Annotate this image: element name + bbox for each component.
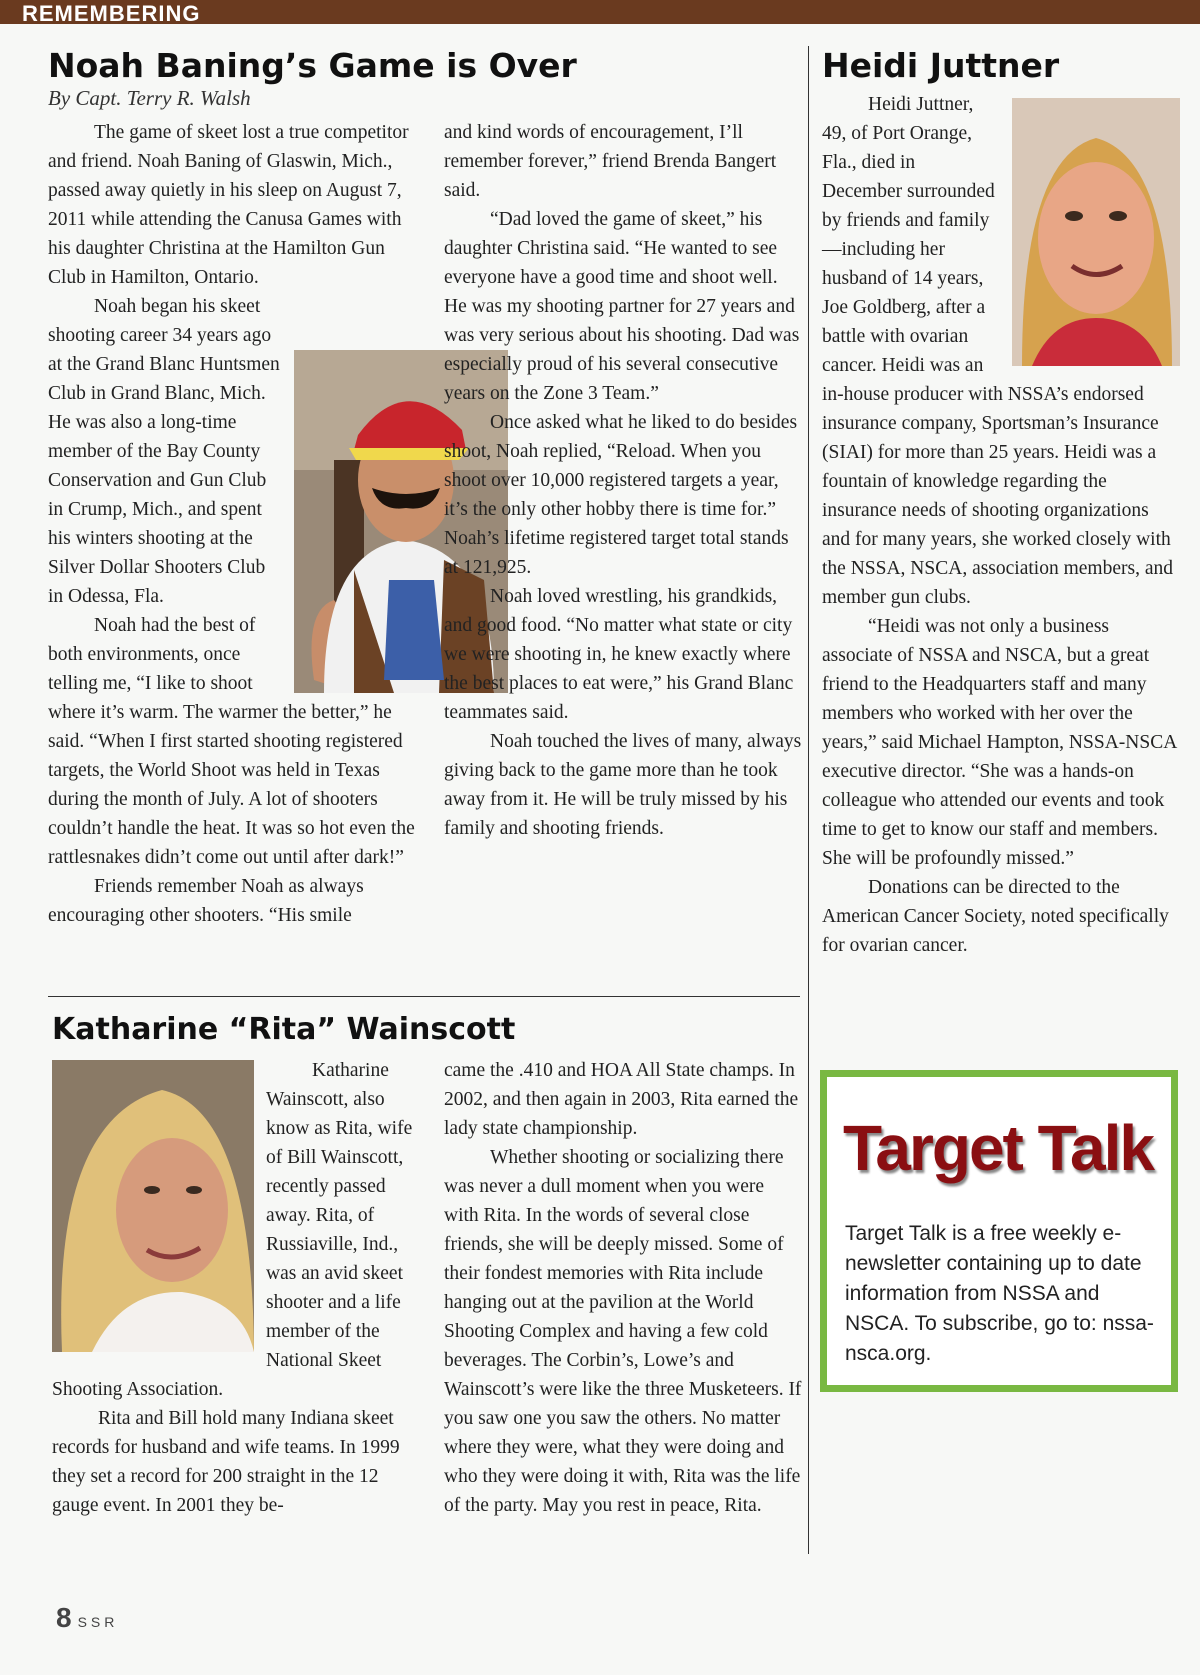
noah-column-2: [444, 118, 802, 843]
column-divider: [808, 46, 809, 1554]
noah-article-title: Noah Baning’s Game is Over: [48, 46, 577, 85]
rita-c2-p2: Whether shooting or socializing there was never a dull moment when you were with Rita. In the words of several close friends, she will be deeply missed. Some of their fondest memories with Rita include hanging out at the pavilion at the World Shooting Complex and having a few cold beverages. The Corbin’s, Lowe’s and Wainscott’s were like the three Musketeers. If you saw one you saw the others. No matter where they were, what they were doing and who they were doing it with, Rita was the life of the party. May you rest in peace, Rita.: [444, 1147, 802, 1516]
noah-c2-p1: and kind words of encouragement, I’ll remember forever,” friend Brenda Bangert said.: [444, 122, 777, 201]
noah-c2-p2: “Dad loved the game of skeet,” his daughter Christina said. “He wanted to see everyone have a good time and shoot well. He was my shooting partner for 27 years and was very serious about his shooting. Dad was especially proud of his several consecutive years on the Zone 3 Team.”: [444, 209, 800, 404]
rita-column-2: [444, 1056, 802, 1520]
noah-c1-p3: Noah had the best of both environments, once telling me, “I like to shoot where it’s warm. The warmer the better,” he said. “When I first started shooting registered targets, the World Shoot was held in Texas during the month of July. A lot of shooters couldn’t handle the heat. It was so hot even the rattlesnakes didn’t come out until after dark!”: [48, 615, 415, 868]
noah-c1-p1: The game of skeet lost a true competitor and friend. Noah Baning of Glaswin, Mich., passed away quietly in his sleep on August 7, 2011 while attending the Canusa Games with his daughter Christina at the Hamilton Gun Club in Hamilton, Ontario.: [48, 122, 409, 288]
section-banner-label: REMEMBERING: [22, 1, 201, 26]
page-number: 8: [56, 1602, 72, 1633]
target-talk-description: Target Talk is a free weekly e-newsletter containing up to date information from NSSA and NSCA. To subscribe, go to: nssa-nsca.org.: [845, 1222, 1154, 1365]
section-divider: [48, 996, 800, 997]
rita-c1-p2: Rita and Bill hold many Indiana skeet records for husband and wife teams. In 1999 they set a record for 200 straight in the 12 gauge event. In 2001 they be-: [52, 1408, 400, 1516]
heidi-photo: [1012, 98, 1180, 366]
page-footer: [56, 1602, 118, 1634]
heidi-p1: Heidi Juttner, 49, of Port Orange, Fla., died in December surrounded by friends and family—including her husband of 14 years, Joe Goldberg, after a battle with ovarian cancer. Heidi was an in-house producer with NSSA’s endorsed insurance company, Sportsman’s Insurance (SIAI) for more than 25 years. Heidi was a fountain of knowledge regarding the insurance needs of shooting organizations and for many years, she worked closely with the NSSA, NSCA, association members, and member gun clubs.: [822, 94, 1173, 608]
rita-portrait-image: [52, 1060, 254, 1352]
rita-title: Katharine “Rita” Wainscott: [52, 1012, 516, 1047]
noah-byline: By Capt. Terry R. Walsh: [48, 86, 251, 110]
noah-column-1: [48, 118, 418, 930]
rita-c2-p1: came the .410 and HOA All State champs. In 2002, and then again in 2003, Rita earned the lady state championship.: [444, 1060, 799, 1139]
section-banner: [0, 0, 1200, 24]
heidi-portrait-image: [1012, 98, 1180, 366]
target-talk-logo: Target Talk: [843, 1112, 1153, 1184]
noah-c1-p2: Noah began his skeet shooting career 34 years ago at the Grand Blanc Huntsmen Club in Grand Blanc, Mich. He was also a long-time member of the Bay County Conservation and Gun Club in Crump, Mich., and spent his winters shooting at the Silver Dollar Shooters Club in Odessa, Fla.: [48, 296, 280, 607]
heidi-p3: Donations can be directed to the American Cancer Society, noted specifically for ovarian cancer.: [822, 877, 1169, 956]
heidi-column: [822, 90, 1180, 960]
noah-c2-p4: Noah loved wrestling, his grandkids, and good food. “No matter what state or city we were shooting in, he knew exactly where the best places to eat were,” his Grand Blanc teammates said.: [444, 586, 794, 723]
rita-photo: [52, 1060, 254, 1352]
rita-c1-p1: Katharine Wainscott, also know as Rita, wife of Bill Wainscott, recently passed away. Rita, of Russiaville, Ind., was an avid skeet shooter and a life member of the National Skeet Shooting Association.: [52, 1060, 413, 1400]
noah-c2-p5: Noah touched the lives of many, always giving back to the game more than he took away from it. He will be truly missed by his family and shooting friends.: [444, 731, 802, 839]
rita-column-1: [52, 1056, 422, 1520]
noah-c2-p3: Once asked what he liked to do besides shoot, Noah replied, “Reload. When you shoot over 10,000 registered targets a year, it’s the only other hobby there is time for.” Noah’s lifetime registered target total stands at 121,925.: [444, 412, 798, 578]
target-talk-ad[interactable]: [820, 1070, 1178, 1392]
noah-c1-p4: Friends remember Noah as always encouraging other shooters. “His smile: [48, 876, 364, 926]
magazine-name: SSR: [77, 1614, 119, 1630]
heidi-p2: “Heidi was not only a business associate of NSSA and NSCA, but a great friend to the Headquarters staff and many members who worked with her over the years,” said Michael Hampton, NSSA-NSCA executive director. “She was a hands-on colleague who attended our events and took time to get to know our staff and members. She will be profoundly missed.”: [822, 616, 1177, 869]
heidi-title: Heidi Juttner: [822, 46, 1060, 85]
